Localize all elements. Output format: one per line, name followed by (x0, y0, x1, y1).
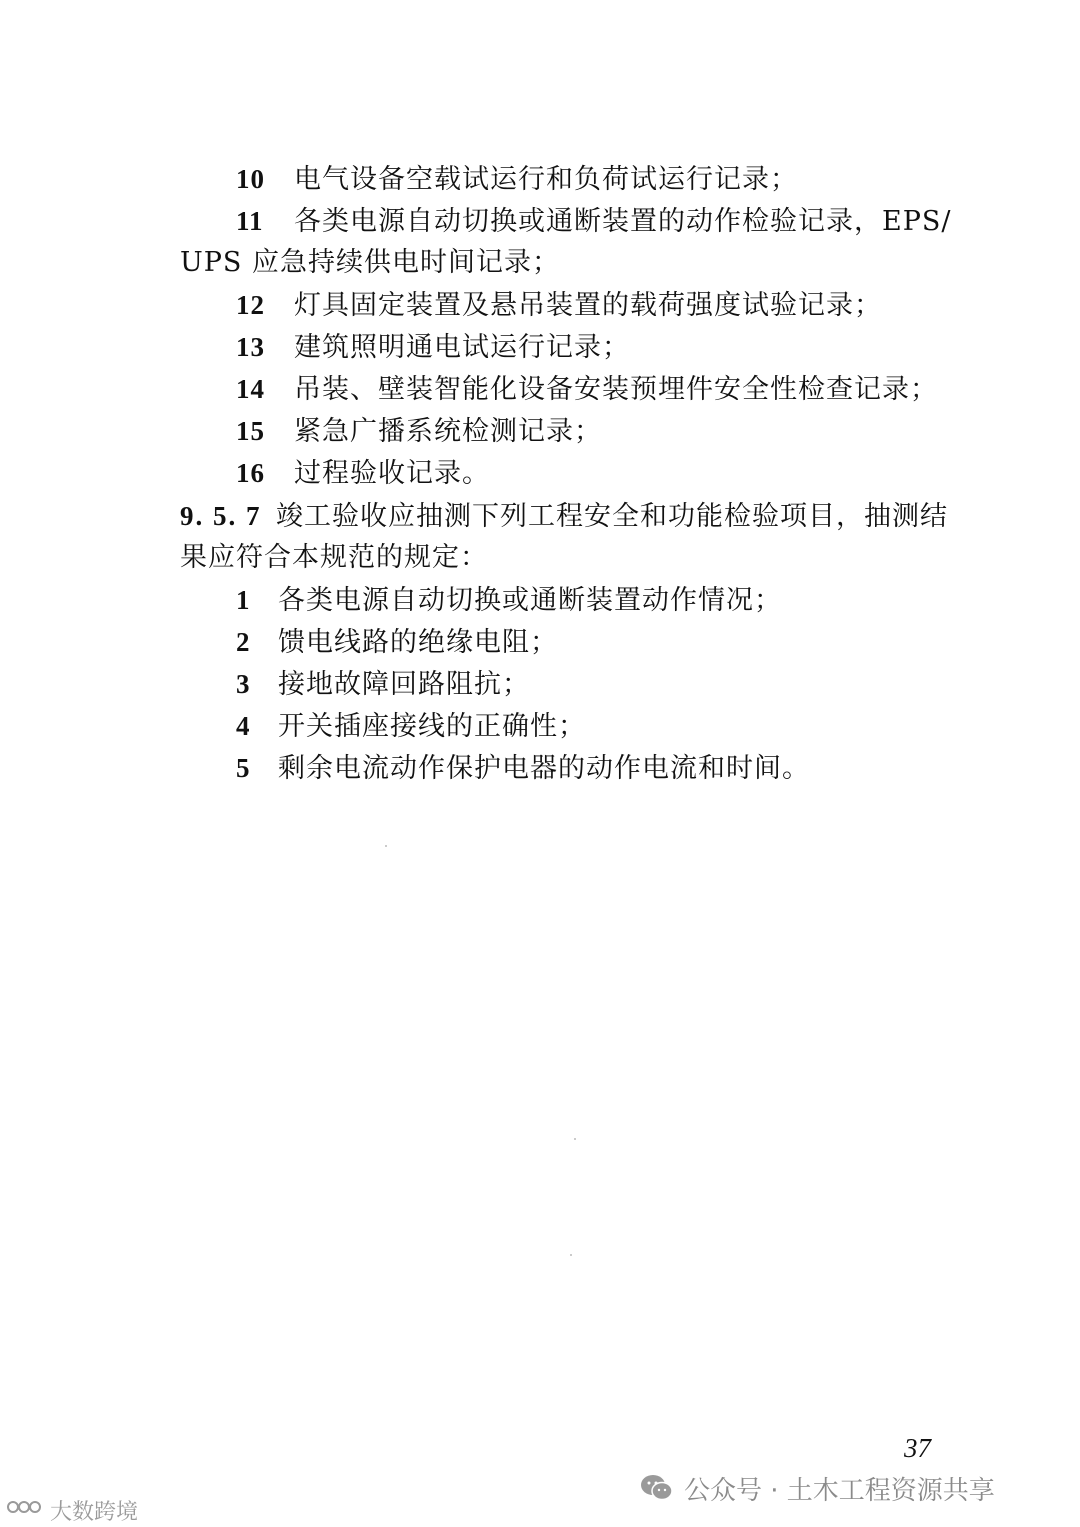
item-text: 剩余电流动作保护电器的动作电流和时间。 (278, 753, 810, 784)
corner-watermark (6, 1494, 138, 1526)
list-item-14 (236, 369, 938, 410)
item-number: 15 (236, 416, 265, 446)
item-text: 各类电源自动切换或通断装置的动作检验记录，EPS/ (294, 206, 952, 237)
scan-speck (385, 845, 387, 847)
list-item-5 (236, 748, 810, 789)
item-number: 1 (236, 585, 251, 615)
item-text: 过程验收记录。 (294, 458, 490, 489)
clause-text: 果应符合本规范的规定： (180, 542, 488, 573)
wechat-icon (640, 1473, 674, 1503)
item-text: UPS 应急持续供电时间记录； (180, 247, 561, 278)
list-item-2 (236, 622, 558, 663)
list-item-12 (236, 285, 882, 326)
item-text: 紧急广播系统检测记录； (294, 416, 602, 447)
clause-number: 9. 5. 7 (180, 501, 262, 531)
item-text: 电气设备空载试运行和负荷试运行记录； (294, 164, 798, 195)
item-text: 接地故障回路阻抗； (278, 669, 530, 700)
watermark (640, 1468, 995, 1508)
page-number: 37 (904, 1433, 931, 1463)
brand-logo-icon (6, 1496, 46, 1524)
list-item-10 (236, 159, 798, 200)
item-number: 10 (236, 164, 265, 194)
scan-speck (570, 1254, 572, 1256)
list-item-11-continuation (180, 243, 560, 283)
list-item-11 (236, 201, 951, 242)
item-number: 3 (236, 669, 251, 699)
watermark-text: 公众号 · 土木工程资源共享 (684, 1475, 995, 1506)
list-item-16 (236, 453, 490, 494)
item-number: 12 (236, 290, 265, 320)
list-item-13 (236, 327, 630, 368)
clause-text: 竣工验收应抽测下列工程安全和功能检验项目，抽测结 (276, 501, 948, 532)
item-number: 2 (236, 627, 251, 657)
item-number: 5 (236, 753, 251, 783)
list-item-15 (236, 411, 602, 452)
item-text: 吊装、壁装智能化设备安装预埋件安全性检查记录； (294, 374, 938, 405)
item-number: 14 (236, 374, 265, 404)
list-item-4 (236, 706, 586, 747)
item-text: 开关插座接线的正确性； (278, 711, 586, 742)
item-text: 馈电线路的绝缘电阻； (278, 627, 558, 658)
item-number: 16 (236, 458, 265, 488)
item-number: 11 (236, 206, 264, 236)
clause-continuation (180, 538, 488, 578)
list-item-1 (236, 580, 782, 621)
scan-speck (574, 1138, 576, 1140)
item-number: 4 (236, 711, 251, 741)
item-text: 建筑照明通电试运行记录； (294, 332, 630, 363)
clause-heading (180, 496, 948, 537)
item-number: 13 (236, 332, 265, 362)
item-text: 灯具固定装置及悬吊装置的载荷强度试验记录； (294, 290, 882, 321)
list-item-3 (236, 664, 530, 705)
item-text: 各类电源自动切换或通断装置动作情况； (278, 585, 782, 616)
corner-watermark-text: 大数跨境 (50, 1499, 139, 1525)
